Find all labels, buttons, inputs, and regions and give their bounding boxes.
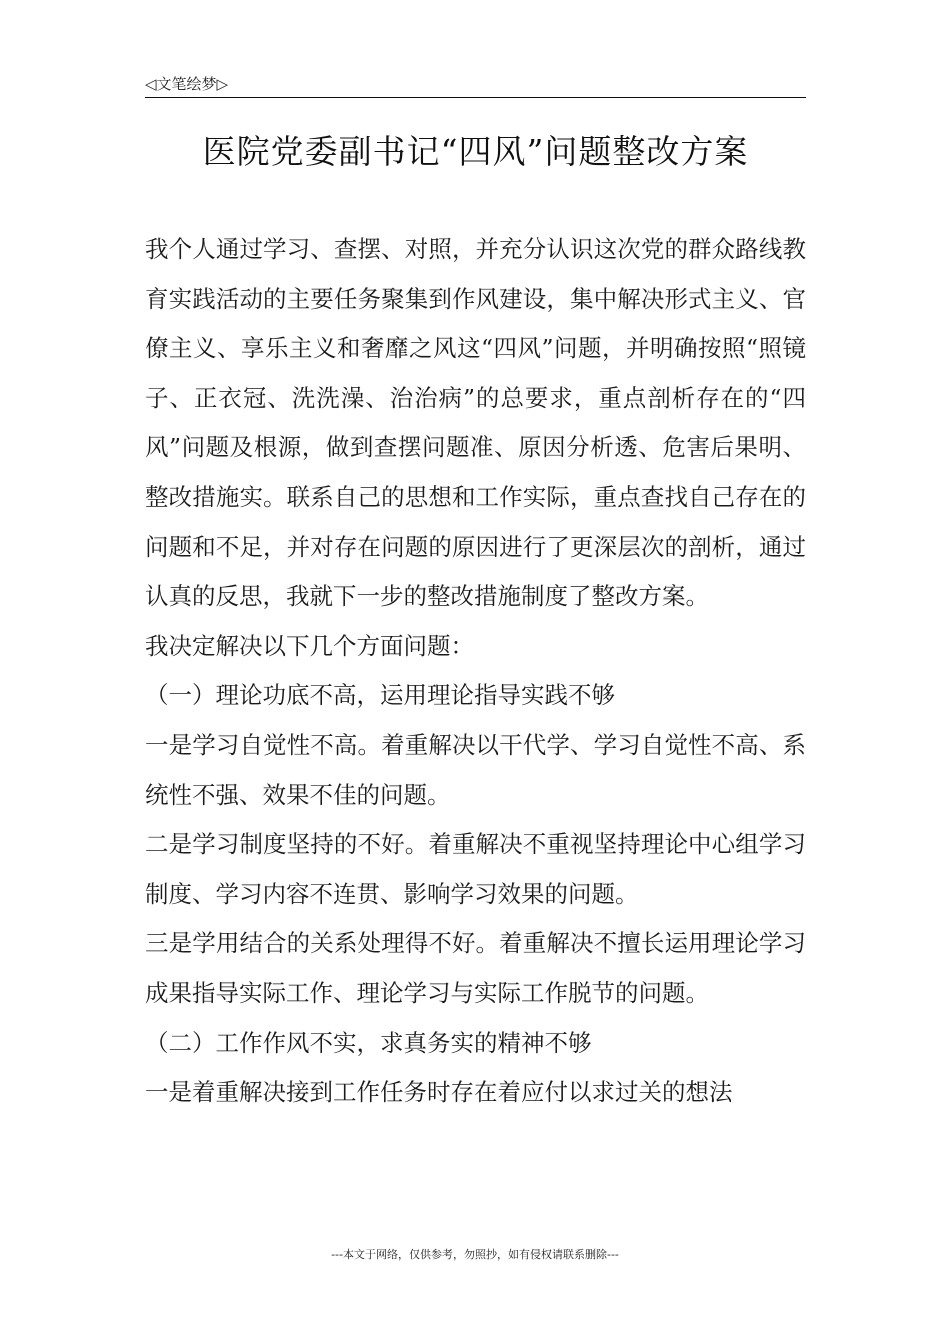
document-title: 医院党委副书记“四风”问题整改方案: [202, 132, 749, 171]
paragraph-intro: 我个人通过学习、查摆、对照，并充分认识这次党的群众路线教育实践活动的主要任务聚集到作风建设，集中解决形式主义、官僚主义、享乐主义和奢靡之风这“四风”问题，并明确按照“照镜子、正衣冠、洗洗澡、治治病”的总要求，重点剖析存在的“四风”问题及根源，做到查摆问题准、原因分析透、危害后果明、整改措施实。联系自己的思想和工作实际，重点查找自己存在的问题和不足，并对存在问题的原因进行了更深层次的剖析，通过认真的反思，我就下一步的整改措施制度了整改方案。: [145, 235, 806, 611]
paragraph-item: 二是学习制度坚持的不好。着重解决不重视坚持理论中心组学习制度、学习内容不连贯、影响学习效果的问题。: [145, 830, 806, 908]
footer-disclaimer: ---本文于网络，仅供参考，勿照抄，如有侵权请联系删除---: [331, 1248, 619, 1261]
paragraph-lead: 我决定解决以下几个方面问题：: [145, 631, 474, 660]
section-heading-1: （一）理论功底不高，运用理论指导实践不够: [145, 681, 615, 710]
section-heading-2: （二）工作作风不实，求真务实的精神不够: [145, 1028, 592, 1057]
header-divider: [145, 97, 806, 98]
paragraph-item: 一是着重解决接到工作任务时存在着应付以求过关的想法: [145, 1078, 733, 1107]
paragraph-item: 三是学用结合的关系处理得不好。着重解决不擅长运用理论学习成果指导实际工作、理论学习与实际工作脱节的问题。: [145, 929, 806, 1007]
header-mark: ◁文笔绘梦▷: [145, 75, 229, 93]
paragraph-item: 一是学习自觉性不高。着重解决以干代学、学习自觉性不高、系统性不强、效果不佳的问题。: [145, 730, 806, 809]
document-body: [145, 225, 806, 1118]
